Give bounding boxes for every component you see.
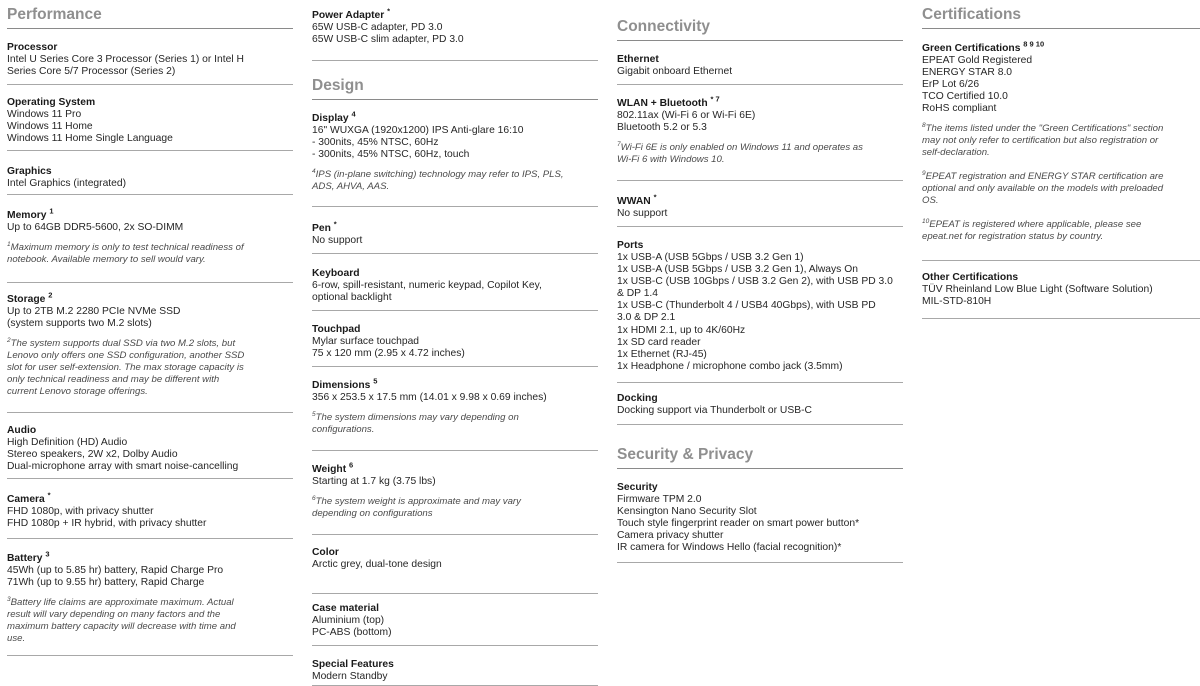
spec-value: [7, 109, 293, 145]
spec-label-text: Memory: [7, 210, 47, 221]
footnote-text: EPEAT is registered where applicable, please see: [929, 219, 1142, 231]
spec-label: [7, 490, 293, 506]
spec-value: [312, 671, 598, 683]
spec-label: [7, 549, 293, 565]
spec-value-line: 65W USB-C adapter, PD 3.0: [312, 22, 443, 33]
spec-value-line: FHD 1080p, with privacy shutter: [7, 506, 154, 517]
spec-value-line: Firmware TPM 2.0: [617, 494, 702, 505]
footnote-marker: 8 9 10: [1023, 39, 1045, 49]
footnote: [312, 169, 598, 193]
spec-label: [7, 42, 293, 54]
footnote: [7, 597, 293, 645]
spec-storage: [7, 290, 293, 413]
footnote-line: [922, 135, 1200, 147]
spec-value-line: 1x USB-A (USB 5Gbps / USB 3.2 Gen 1): [617, 252, 804, 263]
spec-label: [922, 39, 1200, 55]
spec-label-text: Battery: [7, 553, 43, 564]
footnote-line: [617, 142, 903, 154]
footnote-text: The items listed under the "Green Certifications" section: [925, 123, 1164, 135]
spec-label: [312, 109, 598, 125]
spec-color: [312, 547, 598, 594]
spec-value-line: Intel U Series Core 3 Processor (Series 1) or Intel H: [7, 54, 244, 65]
spec-value: [617, 110, 903, 134]
spec-label-text: Keyboard: [312, 268, 360, 279]
spec-pen: [312, 219, 598, 254]
footnote-marker: *: [333, 219, 337, 229]
spec-label: [7, 166, 293, 178]
footnote-text: IPS (in-plane switching) technology may refer to IPS, PLS,: [315, 169, 564, 181]
spec-value-line: 16" WUXGA (1920x1200) IPS Anti-glare 16:10: [312, 125, 524, 136]
spec-value-line: 1x USB-C (USB 10Gbps / USB 3.2 Gen 2), with USB PD 3.0: [617, 276, 893, 288]
spec-value: [617, 252, 903, 373]
spec-label: [7, 425, 293, 437]
spec-value-line: Kensington Nano Security Slot: [617, 506, 757, 518]
footnote-line: [7, 362, 293, 374]
spec-label: [312, 324, 598, 336]
spec-value-line: 71Wh (up to 9.55 hr) battery, Rapid Charge: [7, 577, 205, 589]
footnote-number: 9: [922, 170, 926, 178]
footnote-number: 4: [312, 168, 316, 176]
spec-value: [312, 615, 598, 639]
spec-camera: [7, 490, 293, 539]
spec-value-line: 65W USB-C slim adapter, PD 3.0: [312, 34, 464, 46]
spec-value-line: EPEAT Gold Registered: [922, 55, 1033, 66]
footnote-line: [922, 171, 1200, 183]
spec-value-line: Up to 2TB M.2 2280 PCIe NVMe SSD: [7, 306, 181, 317]
spec-dimensions: [312, 376, 598, 451]
spec-value-line: Series Core 5/7 Processor (Series 2): [7, 66, 176, 78]
footnote-line: [922, 195, 1200, 207]
spec-value-line: optional backlight: [312, 292, 392, 304]
spec-value-line: ErP Lot 6/26: [922, 79, 980, 91]
spec-label-text: Audio: [7, 425, 37, 436]
spec-value: [312, 392, 598, 404]
footnote-text: notebook. Available memory to sell would vary.: [7, 254, 206, 266]
spec-value-line: 1x USB-C (Thunderbolt 4 / USB4 40Gbps), with USB PD: [617, 300, 876, 312]
spec-value: [7, 506, 293, 530]
spec-value-line: MIL-STD-810H: [922, 296, 992, 308]
spec-processor: [7, 42, 293, 85]
spec-value-line: RoHS compliant: [922, 103, 997, 115]
spec-label: [312, 376, 598, 392]
spec-label: [617, 94, 903, 110]
spec-keyboard: [312, 268, 598, 311]
footnote-line: [312, 508, 598, 520]
footnote-line: [312, 496, 598, 508]
footnote-text: ADS, AHVA, AAS.: [312, 181, 390, 193]
footnote: [922, 171, 1200, 207]
spec-label: [617, 192, 903, 208]
spec-label-text: Special Features: [312, 659, 394, 670]
spec-value-line: Gigabit onboard Ethernet: [617, 66, 733, 77]
spec-docking: [617, 393, 903, 425]
spec-value-line: 75 x 120 mm (2.95 x 4.72 inches): [312, 348, 465, 360]
spec-value: [617, 494, 903, 554]
spec-value-line: 45Wh (up to 5.85 hr) battery, Rapid Charge Pro: [7, 565, 224, 576]
spec-label-text: Ethernet: [617, 54, 659, 65]
spec-label: [312, 6, 598, 22]
footnote-line: [7, 242, 293, 254]
spec-label-text: WLAN + Bluetooth: [617, 98, 708, 109]
footnote-text: configurations.: [312, 424, 375, 436]
footnote-text: Wi-Fi 6E is only enabled on Windows 11 and operates as: [620, 142, 863, 154]
spec-value-line: 1x SD card reader: [617, 336, 701, 348]
spec-power-adapter: [312, 6, 598, 61]
footnote-line: [922, 231, 1200, 243]
footnote-text: current Lenovo storage offerings.: [7, 386, 148, 398]
spec-value-line: Mylar surface touchpad: [312, 336, 420, 347]
section-title-security-privacy: Security & Privacy: [617, 446, 903, 469]
footnote-number: 10: [922, 218, 930, 226]
footnote-line: [922, 219, 1200, 231]
footnote-line: [617, 154, 903, 166]
spec-label-text: Dimensions: [312, 380, 371, 391]
footnote-text: depending on configurations: [312, 508, 433, 520]
spec-value-line: Up to 64GB DDR5-5600, 2x SO-DIMM: [7, 222, 184, 233]
spec-label: [312, 659, 598, 671]
footnote-text: may not only refer to certification but also registration or: [922, 135, 1159, 147]
footnote-marker: * 7: [710, 94, 720, 104]
spec-label: [312, 603, 598, 615]
spec-label-text: Other Certifications: [922, 272, 1019, 283]
spec-label: [312, 268, 598, 280]
spec-value-line: Dual-microphone array with smart noise-cancelling: [7, 461, 239, 473]
spec-value: [7, 222, 293, 234]
footnote-number: 2: [7, 337, 11, 344]
spec-case-material: [312, 603, 598, 646]
footnote-number: 3: [7, 596, 11, 603]
footnote-text: only technical readiness and may be different with: [7, 374, 220, 386]
spec-label-text: Display: [312, 113, 349, 124]
footnote-text: optional and only available on the models with preloaded: [922, 183, 1164, 195]
spec-value: [7, 437, 293, 473]
footnote: [922, 219, 1200, 243]
spec-value: [922, 284, 1200, 308]
spec-label-text: Power Adapter: [312, 10, 385, 21]
spec-label-text: Case material: [312, 603, 379, 614]
footnote-text: Wi-Fi 6 with Windows 10.: [617, 154, 725, 166]
footnote-line: [7, 386, 293, 398]
spec-label: [617, 240, 903, 252]
spec-label-text: Touchpad: [312, 324, 361, 335]
spec-memory: [7, 206, 293, 283]
section-title-certifications: Certifications: [922, 6, 1200, 29]
spec-ethernet: [617, 54, 903, 85]
spec-value: [312, 125, 598, 161]
spec-value: [312, 235, 598, 247]
footnote-line: [922, 147, 1200, 159]
spec-value-line: 3.0 & DP 2.1: [617, 312, 676, 324]
spec-label-text: Color: [312, 547, 339, 558]
spec-label-text: Processor: [7, 42, 58, 53]
footnote-text: Maximum memory is only to test technical readiness of: [10, 242, 244, 254]
spec-value-line: Modern Standby: [312, 671, 388, 682]
spec-weight: [312, 460, 598, 535]
spec-value: [7, 306, 293, 330]
footnote-text: The system supports dual SSD via two M.2 slots, but: [10, 338, 236, 350]
spec-value: [617, 66, 903, 78]
footnote-text: EPEAT registration and ENERGY STAR certification are: [925, 171, 1164, 183]
footnote-line: [312, 169, 598, 181]
spec-value-line: Starting at 1.7 kg (3.75 lbs): [312, 476, 436, 487]
spec-value-line: 802.11ax (Wi-Fi 6 or Wi-Fi 6E): [617, 110, 756, 121]
footnote: [312, 496, 598, 520]
section-title-connectivity: Connectivity: [617, 18, 903, 41]
spec-value: [312, 280, 598, 304]
spec-value-line: 1x USB-A (USB 5Gbps / USB 3.2 Gen 1), Always On: [617, 264, 858, 276]
section-title-performance: Performance: [7, 6, 293, 29]
spec-label-text: Pen: [312, 223, 331, 234]
footnote-line: [312, 412, 598, 424]
spec-value-line: 6-row, spill-resistant, numeric keypad, Copilot Key,: [312, 280, 542, 291]
footnote-text: OS.: [922, 195, 939, 207]
spec-graphics: [7, 166, 293, 195]
footnote-marker: *: [387, 6, 391, 16]
spec-value-line: FHD 1080p + IR hybrid, with privacy shutter: [7, 518, 207, 530]
spec-operating-system: [7, 97, 293, 151]
spec-value-line: - 300nits, 45% NTSC, 60Hz, touch: [312, 149, 470, 161]
spec-value-line: Windows 11 Pro: [7, 109, 82, 120]
footnote: [7, 242, 293, 266]
spec-label: [312, 547, 598, 559]
spec-value-line: Windows 11 Home: [7, 121, 93, 133]
spec-label: [617, 482, 903, 494]
spec-value-line: (system supports two M.2 slots): [7, 318, 152, 330]
footnote-text: Lenovo only offers one SSD configuration, another SSD: [7, 350, 245, 362]
spec-label-text: Security: [617, 482, 658, 493]
footnote-text: The system dimensions may vary depending on: [315, 412, 519, 424]
spec-label: [312, 219, 598, 235]
spec-value-line: Intel Graphics (integrated): [7, 178, 127, 189]
spec-value-line: Docking support via Thunderbolt or USB-C: [617, 405, 812, 416]
spec-value: [617, 208, 903, 220]
spec-label: [617, 54, 903, 66]
spec-audio: [7, 425, 293, 479]
spec-label: [312, 460, 598, 476]
footnote-line: [7, 597, 293, 609]
footnote-line: [312, 181, 598, 193]
spec-label: [7, 97, 293, 109]
footnote-text: epeat.net for registration status by country.: [922, 231, 1104, 243]
spec-value-line: ENERGY STAR 8.0: [922, 67, 1013, 79]
section-title-design: Design: [312, 77, 598, 100]
footnote-line: [922, 183, 1200, 195]
footnote-line: [7, 338, 293, 350]
footnote-marker: *: [47, 490, 51, 500]
spec-value-line: No support: [617, 208, 668, 219]
footnote-line: [7, 621, 293, 633]
footnote-line: [7, 254, 293, 266]
spec-wwan: [617, 192, 903, 227]
spec-label-text: Storage: [7, 294, 46, 305]
spec-value-line: Windows 11 Home Single Language: [7, 133, 173, 145]
spec-value-line: - 300nits, 45% NTSC, 60Hz: [312, 137, 439, 149]
spec-label-text: Docking: [617, 393, 658, 404]
spec-security: [617, 482, 903, 563]
spec-other-certifications: [922, 272, 1200, 319]
spec-value-line: 1x HDMI 2.1, up to 4K/60Hz: [617, 324, 746, 336]
footnote-marker: *: [653, 192, 657, 202]
spec-special-features: [312, 659, 598, 686]
footnote-line: [922, 123, 1200, 135]
footnote-text: result will vary depending on many factors and the: [7, 609, 221, 621]
footnote-number: 8: [922, 122, 926, 130]
spec-value: [312, 476, 598, 488]
spec-value-line: IR camera for Windows Hello (facial recognition)*: [617, 542, 842, 554]
footnote: [312, 412, 598, 436]
spec-label-text: Weight: [312, 464, 347, 475]
spec-value: [7, 178, 293, 190]
spec-label-text: Ports: [617, 240, 644, 251]
spec-value: [922, 55, 1200, 115]
spec-value-line: Camera privacy shutter: [617, 530, 724, 542]
spec-value-line: Touch style fingerprint reader on smart power button*: [617, 518, 860, 530]
footnote-line: [7, 374, 293, 386]
spec-value-line: High Definition (HD) Audio: [7, 437, 128, 448]
spec-ports: [617, 240, 903, 383]
spec-label: [7, 206, 293, 222]
spec-value-line: 1x Headphone / microphone combo jack (3.5mm): [617, 360, 843, 372]
footnote-marker: 6: [349, 460, 354, 470]
spec-value-line: Stereo speakers, 2W x2, Dolby Audio: [7, 449, 178, 461]
spec-label: [7, 290, 293, 306]
footnote-text: maximum battery capacity will decrease with time and: [7, 621, 236, 633]
spec-wlan-bluetooth: [617, 94, 903, 181]
footnote-line: [7, 350, 293, 362]
footnote-text: slot for user self-extension. The max storage capacity is: [7, 362, 244, 374]
spec-label-text: Operating System: [7, 97, 96, 108]
spec-touchpad: [312, 324, 598, 367]
spec-value-line: TÜV Rheinland Low Blue Light (Software Solution): [922, 284, 1153, 295]
footnote: [7, 338, 293, 398]
spec-value: [312, 559, 598, 571]
footnote-text: Battery life claims are approximate maximum. Actual: [10, 597, 234, 609]
spec-label-text: Graphics: [7, 166, 52, 177]
spec-value: [312, 336, 598, 360]
spec-value: [617, 405, 903, 417]
spec-label: [617, 393, 903, 405]
footnote-marker: 5: [373, 376, 378, 386]
footnote-marker: 1: [49, 206, 54, 216]
footnote-text: use.: [7, 633, 26, 645]
spec-battery: [7, 549, 293, 656]
spec-value: [7, 565, 293, 589]
spec-label-text: Green Certifications: [922, 43, 1021, 54]
spec-value: [7, 54, 293, 78]
spec-label-text: Camera: [7, 494, 45, 505]
footnote-number: 1: [7, 240, 11, 248]
spec-value-line: Bluetooth 5.2 or 5.3: [617, 122, 707, 134]
spec-value-line: 1x Ethernet (RJ-45): [617, 348, 707, 360]
footnote-marker: 2: [48, 290, 53, 300]
spec-display: [312, 109, 598, 207]
spec-value: [312, 22, 598, 46]
spec-value-line: 356 x 253.5 x 17.5 mm (14.01 x 9.98 x 0.69 inches): [312, 392, 547, 403]
footnote: [922, 123, 1200, 159]
footnote-marker: 4: [351, 109, 356, 119]
footnote-line: [7, 633, 293, 645]
spec-value-line: PC-ABS (bottom): [312, 627, 392, 639]
spec-value-line: No support: [312, 235, 363, 246]
footnote: [617, 142, 903, 166]
spec-green-certifications: [922, 39, 1200, 261]
spec-value-line: TCO Certified 10.0: [922, 91, 1008, 103]
footnote-line: [7, 609, 293, 621]
footnote-number: 6: [312, 494, 316, 502]
spec-value-line: Arctic grey, dual-tone design: [312, 559, 442, 570]
spec-value-line: & DP 1.4: [617, 288, 659, 300]
footnote-marker: 3: [45, 549, 50, 559]
spec-value-line: Aluminium (top): [312, 615, 385, 626]
spec-label-text: WWAN: [617, 196, 651, 207]
footnote-line: [312, 424, 598, 436]
footnote-number: 5: [312, 410, 316, 418]
footnote-number: 7: [617, 141, 621, 148]
footnote-text: self-declaration.: [922, 147, 990, 159]
spec-label: [922, 272, 1200, 284]
footnote-text: The system weight is approximate and may vary: [315, 496, 521, 508]
